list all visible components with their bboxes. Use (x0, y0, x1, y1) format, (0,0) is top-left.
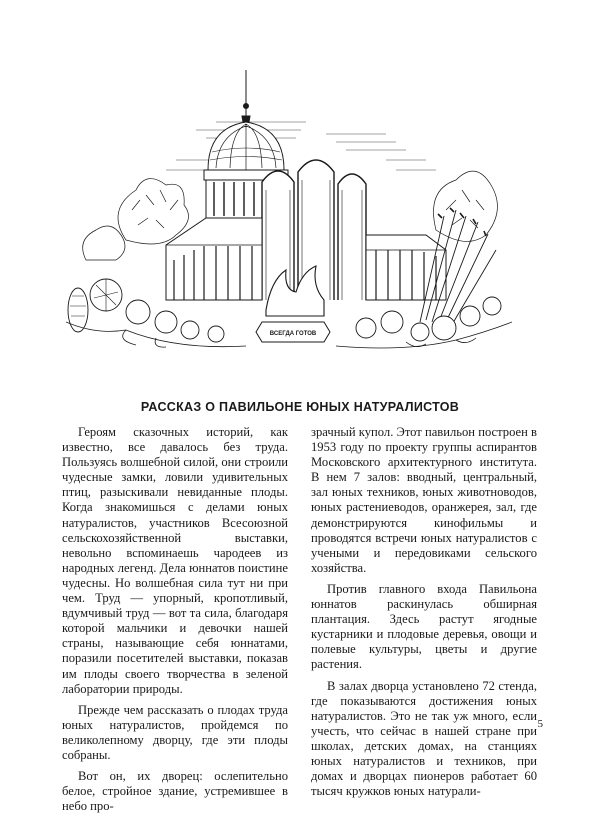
banner-text: ВСЕГДА ГОТОВ (269, 331, 317, 337)
paragraph: зрачный купол. Этот павильон построен в 1953 году по проекту группы аспирантов Московского архитектурного института. В нем 7 залов: вводный, центральный, зал юных техников, юных животноводов, юных растениеводов, оранжерея, зал, где демонстрируются кинофильмы и проводятся встречи юных натуралистов с учеными и передовиками сельского хозяйства. (311, 425, 537, 575)
page-number: 5 (537, 718, 543, 730)
article-title: РАССКАЗ О ПАВИЛЬОНЕ ЮНЫХ НАТУРАЛИСТОВ (140, 400, 460, 414)
spire (242, 70, 250, 122)
paragraph: В залах дворца установлено 72 стенда, где показываются достижения юных натуралистов. Это не так уж много, если учесть, что сейчас в нашей стране при школах, детских домах, на станциях юных натуралистов и техников, при домах и дворцах пионеров работает 60 тысяч кружков юных натурали- (311, 678, 537, 799)
pavilion-illustration (66, 60, 512, 350)
trees-right (434, 171, 498, 241)
paragraph: Против главного входа Павильона юннатов раскинулась обширная плантация. Здесь растут ягодные кустарники и плодовые деревья, овощи и полевые культуры, цветы и другие растения. (311, 581, 537, 672)
left-column (62, 425, 288, 820)
paragraph: Вот он, их дворец: ослепительно белое, стройное здание, устремившее в небо про- (62, 769, 288, 814)
pioneer-banner (256, 322, 330, 342)
right-column (311, 425, 537, 805)
sky-hatching (166, 122, 436, 170)
paragraph: Прежде чем рассказать о плодах труда юных натуралистов, пройдемся по великолепному дворцу, где эти плоды собраны. (62, 702, 288, 762)
paragraph: Героям сказочных историй, как известно, все давалось без труда. Пользуясь волшебной силой, они строили чудесные замки, ловили удивительных птиц, разыскивали невиданные плоды. Когда знакомишься с делами юных натуралистов, участников Всесоюзной сельскохозяйственной выставки, невольно вспоминаешь чародеев из народных легенд. Дела юннатов поистине чудесны. Но волшебная сила тут ни при чем. Труд — упорный, кропотливый, вдумчивый труд — вот та сила, благодаря которой мальчики и девочки нашей страны, называющие себя юннатами, поразили посетителей выставки, показав им плоды своего творчества в зеленой лаборатории природы. (62, 425, 288, 696)
